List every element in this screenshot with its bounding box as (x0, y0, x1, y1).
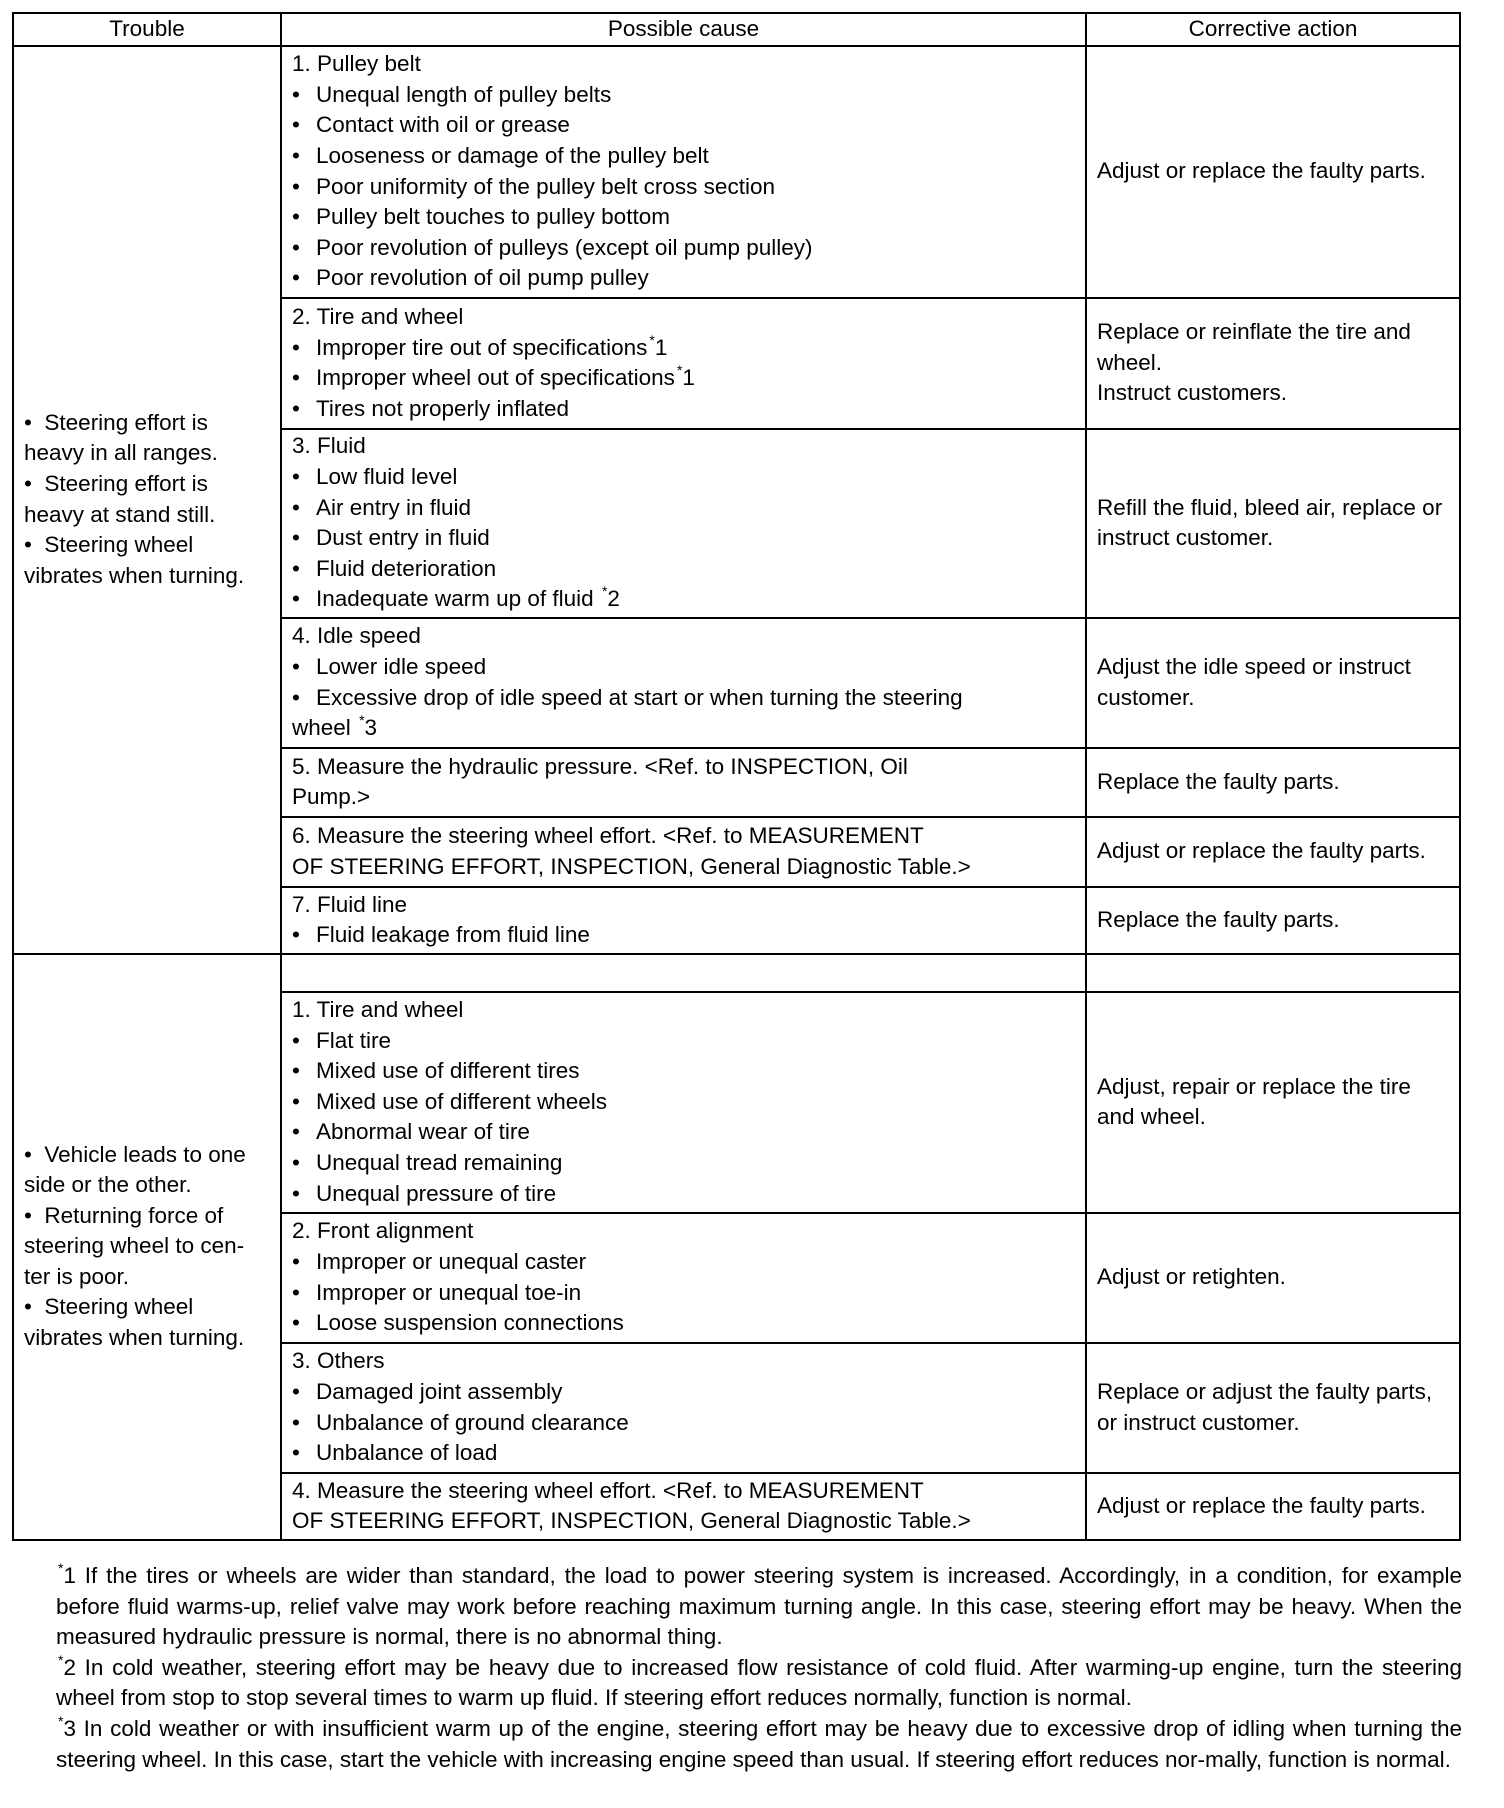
cause-cell (281, 618, 1086, 748)
bullet-icon: • (292, 112, 300, 138)
table-row (13, 954, 1460, 992)
cause-item-continuation: wheel *3 (292, 712, 378, 741)
cause-item: • Poor uniformity of the pulley belt cross section (292, 172, 1075, 203)
bullet-icon: • (24, 1294, 32, 1320)
cause-cell (281, 1213, 1086, 1343)
bullet-icon: • (292, 1119, 300, 1145)
cause-title: 1. Pulley belt (292, 51, 421, 77)
cause-item: • Contact with oil or grease (292, 110, 1075, 141)
bullet-icon: • (292, 81, 300, 107)
cause-item: • Loose suspension connections (292, 1308, 1075, 1339)
footnote-2: *2 In cold weather, steering effort may be heavy due to increased flow resistance of cold fluid. After warming-up engine, turn the steering wheel from stop to stop several times to warm up fluid. If steering effort reduces normally, function is normal. (56, 1651, 1462, 1711)
cause-cell (281, 1343, 1086, 1473)
footnotes (56, 1561, 1462, 1775)
action-cell: Replace the faulty parts. (1086, 887, 1460, 954)
bullet-icon: • (292, 1310, 300, 1336)
cause-item: • Improper wheel out of specifications *1 (292, 363, 1075, 394)
bullet-icon: • (292, 365, 300, 391)
bullet-icon: • (292, 1440, 300, 1466)
bullet-icon: • (292, 1149, 300, 1175)
cause-item: • Mixed use of different tires (292, 1056, 1075, 1087)
footnote-asterisk: * (58, 1651, 64, 1668)
bullet-icon: • (24, 409, 32, 435)
cause-item: • Poor revolution of oil pump pulley (292, 263, 1075, 294)
cause-item: • Flat tire (292, 1026, 1075, 1057)
cause-title: 2. Tire and wheel (292, 303, 464, 329)
bullet-icon: • (292, 586, 300, 612)
bullet-icon: • (292, 654, 300, 679)
cause-cell: 6. Measure the steering wheel effort. <Ref. to MEASUREMENT OF STEERING EFFORT, INSPECTION, General Diagnostic Table.> (281, 817, 1086, 887)
cause-item: • Poor revolution of pulleys (except oil pump pulley) (292, 233, 1075, 264)
cause-item: • Damaged joint assembly (292, 1377, 1075, 1408)
empty-action-cell (1086, 954, 1460, 992)
action-cell: Replace or adjust the faulty parts, or instruct customer. (1086, 1343, 1460, 1473)
footnote-asterisk: * (58, 1712, 64, 1729)
bullet-icon: • (292, 494, 300, 520)
bullet-icon: • (292, 265, 300, 291)
header-row (13, 13, 1460, 46)
trouble-item: • Steering effort is heavy at stand still. (24, 471, 216, 527)
cause-item: • Fluid leakage from fluid line (292, 920, 1075, 951)
cause-item: • Air entry in fluid (292, 493, 1075, 524)
footnote-marker: * (649, 331, 655, 348)
cause-cell (281, 887, 1086, 954)
cause-title: 1. Tire and wheel (292, 997, 464, 1023)
cause-item: • Unequal pressure of tire (292, 1179, 1075, 1210)
cause-cell (281, 46, 1086, 298)
trouble-item: • Steering wheel vibrates when turning. (24, 532, 245, 588)
action-cell: Refill the fluid, bleed air, replace or instruct customer. (1086, 429, 1460, 618)
empty-cause-cell (281, 954, 1086, 992)
cause-item: • Inadequate warm up of fluid *2 (292, 584, 1075, 615)
footnote-asterisk: * (58, 1560, 64, 1576)
cause-item: • Unbalance of ground clearance (292, 1408, 1075, 1439)
cause-cell (281, 298, 1086, 429)
cause-title: 7. Fluid line (292, 891, 408, 917)
bullet-icon: • (292, 1058, 300, 1084)
bullet-icon: • (292, 1027, 300, 1053)
footnote-marker: * (601, 583, 608, 600)
bullet-icon: • (292, 684, 300, 710)
cause-item: • Looseness or damage of the pulley belt (292, 141, 1075, 172)
cause-item: • Tires not properly inflated (292, 394, 1075, 425)
cause-cell: 5. Measure the hydraulic pressure. <Ref. to INSPECTION, Oil Pump.> (281, 748, 1086, 817)
cause-item: • Lower idle speed (292, 652, 1075, 683)
cause-cell (281, 992, 1086, 1213)
trouble-item: • Steering effort is heavy in all ranges. (24, 409, 218, 466)
bullet-icon: • (292, 525, 300, 551)
cause-item: • Low fluid level (292, 462, 1075, 493)
action-cell: Adjust or replace the faulty parts. (1086, 1473, 1460, 1540)
troubleshooting-table (12, 12, 1461, 1541)
footnote-marker: * (359, 712, 365, 729)
header-trouble: Trouble (13, 13, 281, 46)
bullet-icon: • (292, 1409, 300, 1435)
bullet-icon: • (292, 1180, 300, 1206)
bullet-icon: • (292, 204, 300, 230)
cause-title: 4. Idle speed (292, 623, 421, 649)
trouble-cell (13, 46, 281, 954)
action-cell: Replace the faulty parts. (1086, 748, 1460, 817)
bullet-icon: • (24, 532, 32, 558)
bullet-icon: • (24, 1202, 32, 1228)
cause-cell: 4. Measure the steering wheel effort. <Ref. to MEASUREMENT OF STEERING EFFORT, INSPECTION, General Diagnostic Table.> (281, 1473, 1086, 1540)
bullet-icon: • (292, 1279, 300, 1305)
bullet-icon: • (292, 555, 300, 581)
cause-cell (281, 429, 1086, 618)
cause-item: • Mixed use of different wheels (292, 1087, 1075, 1118)
cause-title: 3. Fluid (292, 433, 366, 459)
bullet-icon: • (24, 471, 32, 496)
trouble-item: • Steering wheel vibrates when turning. (24, 1294, 245, 1351)
cause-item: • Dust entry in fluid (292, 523, 1075, 554)
trouble-cell (13, 954, 281, 1540)
bullet-icon: • (292, 173, 300, 199)
cause-title: 2. Front alignment (292, 1218, 474, 1244)
action-cell: Adjust, repair or replace the tire and wheel. (1086, 992, 1460, 1213)
cause-title: 3. Others (292, 1348, 385, 1374)
footnote-marker: * (676, 362, 683, 379)
cause-item: • Unequal tread remaining (292, 1148, 1075, 1179)
bullet-icon: • (292, 1379, 300, 1404)
cause-item: • Unbalance of load (292, 1438, 1075, 1469)
table-row (13, 46, 1460, 298)
header-corrective-action: Corrective action (1086, 13, 1460, 46)
action-cell: Adjust the idle speed or instruct customer. (1086, 618, 1460, 748)
cause-item: • Abnormal wear of tire (292, 1117, 1075, 1148)
bullet-icon: • (292, 395, 300, 421)
bullet-icon: • (292, 334, 300, 360)
action-cell: Adjust or replace the faulty parts. (1086, 46, 1460, 298)
bullet-icon: • (292, 143, 300, 168)
cause-item: • Fluid deterioration (292, 554, 1075, 585)
bullet-icon: • (292, 1088, 300, 1114)
cause-item: • Improper or unequal caster (292, 1247, 1075, 1278)
bullet-icon: • (292, 922, 300, 948)
action-cell: Replace or reinflate the tire and wheel. Instruct customers. (1086, 298, 1460, 429)
bullet-icon: • (24, 1141, 32, 1167)
bullet-icon: • (292, 234, 300, 260)
cause-item: • Unequal length of pulley belts (292, 80, 1075, 111)
cause-item: • Pulley belt touches to pulley bottom (292, 202, 1075, 233)
cause-item: • Improper tire out of specifications *1 (292, 333, 1075, 364)
bullet-icon: • (292, 1249, 300, 1274)
trouble-item: • Vehicle leads to one side or the other. (24, 1141, 246, 1198)
header-possible-cause: Possible cause (281, 13, 1086, 46)
action-cell: Adjust or retighten. (1086, 1213, 1460, 1343)
action-cell: Adjust or replace the faulty parts. (1086, 817, 1460, 887)
footnote-1: *1 If the tires or wheels are wider than standard, the load to power steering system is increased. Accordingly, in a condition, for example before fluid warms-up, relief valve may work before reaching maximum turning angle. In this case, steering effort may be heavy. When the measured hydraulic pressure is normal, there is no abnormal thing. (56, 1560, 1462, 1650)
cause-item: • Excessive drop of idle speed at start or when turning the steering (292, 683, 1075, 714)
bullet-icon: • (292, 463, 300, 489)
cause-item: • Improper or unequal toe-in (292, 1278, 1075, 1309)
trouble-item: • Returning force of steering wheel to cen-ter is poor. (24, 1202, 245, 1289)
footnote-3: *3 In cold weather or with insufficient warm up of the engine, steering effort may be heavy due to excessive drop of idling when turning the steering wheel. In this case, start the vehicle with increasing engine speed than usual. If steering effort reduces nor-mally, function is normal. (56, 1712, 1462, 1772)
